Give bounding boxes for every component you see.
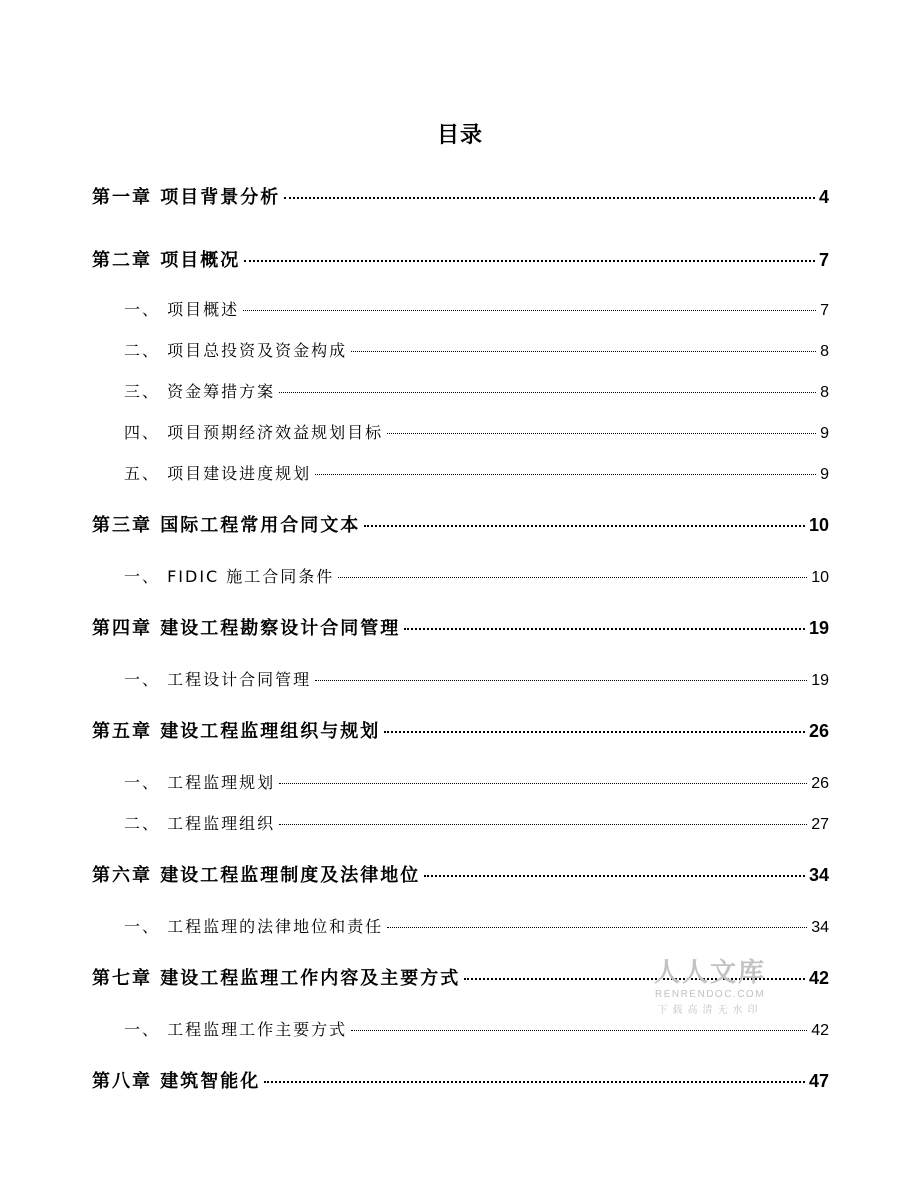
dot-leader (338, 577, 807, 578)
dot-leader (279, 783, 807, 784)
toc-page-number: 47 (808, 1071, 829, 1091)
toc-entry-label: 第六章 建设工程监理制度及法律地位 (92, 865, 421, 886)
toc-page-number: 4 (818, 187, 829, 207)
toc-entry-label: 第八章 建筑智能化 (92, 1071, 261, 1092)
toc-entry-label: 一、 项目概述 (124, 300, 240, 319)
toc-entry-section[interactable] (124, 668, 829, 693)
toc-entry-section[interactable] (124, 462, 829, 487)
dot-leader (315, 680, 807, 681)
toc-page-number: 27 (811, 816, 829, 833)
toc-entry-chapter-8[interactable] (92, 1067, 829, 1096)
toc-entry-section[interactable] (124, 812, 829, 837)
toc-entry-label: 第五章 建设工程监理组织与规划 (92, 721, 381, 742)
toc-entry-section[interactable] (124, 339, 829, 364)
toc-entry-section[interactable] (124, 771, 829, 796)
toc-entry-section[interactable] (124, 298, 829, 323)
toc-page-number: 9 (820, 466, 829, 483)
toc-page-number: 19 (808, 618, 829, 638)
toc-entry-section[interactable] (124, 421, 829, 446)
toc-entry-label: 四、 项目预期经济效益规划目标 (124, 423, 384, 442)
dot-leader (464, 978, 805, 980)
toc-entry-label: 二、 项目总投资及资金构成 (124, 341, 348, 360)
toc-page-number: 8 (820, 384, 829, 401)
dot-leader (364, 525, 805, 527)
toc-entry-label: 第七章 建设工程监理工作内容及主要方式 (92, 968, 461, 989)
toc-entry-label: 第一章 项目背景分析 (92, 187, 281, 208)
toc-entry-chapter-5[interactable] (92, 717, 829, 746)
toc-entry-label: 一、 工程监理的法律地位和责任 (124, 917, 384, 936)
watermark-domain: RENRENDOC.COM (654, 989, 766, 1000)
toc-entry-section[interactable] (124, 1018, 829, 1043)
toc-page-number: 42 (811, 1022, 829, 1039)
watermark-tagline: 下载高清无水印 (657, 1005, 763, 1016)
toc-page-number: 34 (808, 865, 829, 885)
toc-entry-section[interactable] (124, 565, 829, 590)
dot-leader (404, 628, 805, 630)
toc-entry-label: 第四章 建设工程勘察设计合同管理 (92, 618, 401, 639)
toc-entry-section[interactable] (124, 380, 829, 405)
toc-entry-chapter-2[interactable] (92, 246, 829, 275)
toc-entry-label: 二、 工程监理组织 (124, 814, 276, 833)
toc-page-number: 34 (811, 919, 829, 936)
toc-entry-label: 一、 工程监理工作主要方式 (124, 1020, 348, 1039)
toc-entry-label: 一、 工程监理规划 (124, 773, 276, 792)
toc-entry-label: 一、 FIDIC 施工合同条件 (124, 567, 335, 586)
toc-entry-label: 一、 工程设计合同管理 (124, 670, 312, 689)
toc-entry-label: 五、 项目建设进度规划 (124, 464, 312, 483)
dot-leader (387, 927, 807, 928)
toc-page-number: 42 (808, 968, 829, 988)
dot-leader (387, 433, 816, 434)
dot-leader (244, 260, 815, 262)
toc-page-number: 10 (808, 515, 829, 535)
dot-leader (315, 474, 816, 475)
dot-leader (279, 824, 807, 825)
dot-leader (243, 310, 816, 311)
toc-entry-section[interactable] (124, 915, 829, 940)
toc-entry-chapter-4[interactable] (92, 614, 829, 643)
toc-entry-label: 第二章 项目概况 (92, 250, 241, 271)
toc-page-number: 26 (811, 775, 829, 792)
toc-entry-chapter-1[interactable] (92, 183, 829, 212)
toc-page-number: 7 (818, 250, 829, 270)
dot-leader (279, 392, 816, 393)
toc-entry-chapter-7[interactable] (92, 964, 829, 993)
dot-leader (284, 197, 815, 199)
toc-page-number: 8 (820, 343, 829, 360)
dot-leader (351, 1030, 807, 1031)
dot-leader (264, 1081, 805, 1083)
toc-entry-label: 第三章 国际工程常用合同文本 (92, 515, 361, 536)
watermark-title: 人人文库 (653, 958, 766, 988)
toc-entry-chapter-3[interactable] (92, 511, 829, 540)
toc-page-number: 7 (820, 302, 829, 319)
dot-leader (351, 351, 816, 352)
toc-page-number: 10 (811, 569, 829, 586)
toc-page-number: 26 (808, 721, 829, 741)
dot-leader (424, 875, 805, 877)
toc-page-number: 9 (820, 425, 829, 442)
toc-entry-chapter-6[interactable] (92, 861, 829, 890)
dot-leader (384, 731, 805, 733)
page-title: 目录 (436, 123, 483, 148)
toc-page-number: 19 (811, 672, 829, 689)
toc-entry-label: 三、 资金筹措方案 (124, 382, 276, 401)
